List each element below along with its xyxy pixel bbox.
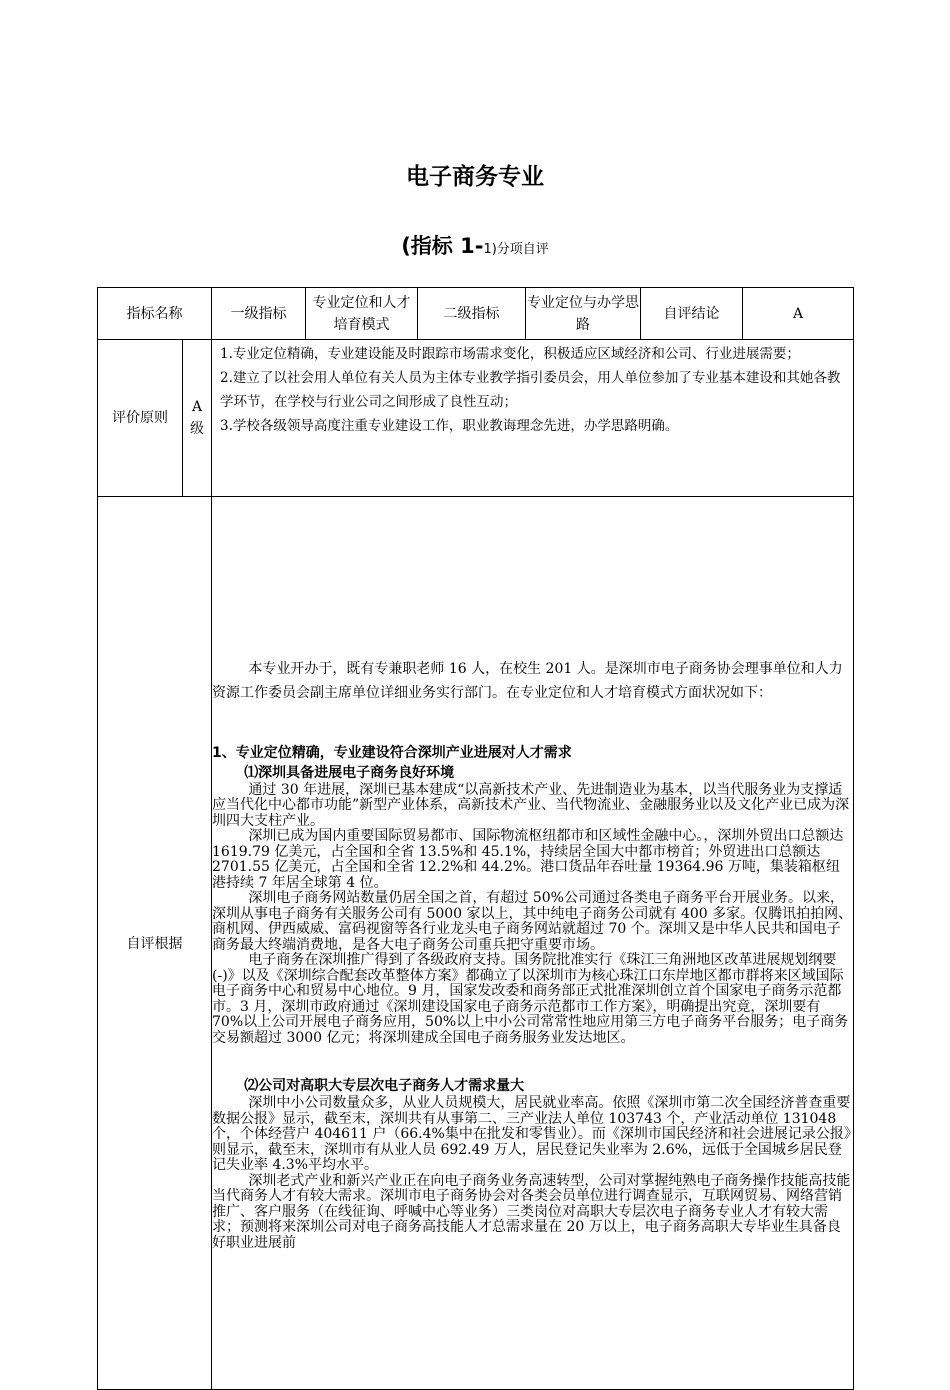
level2-label: 二级指标: [418, 288, 526, 340]
paragraph: 深圳中小公司数量众多，从业人员规模大，居民就业率高。依照《深圳市第二次全国经济普查重要数据公报》显示，截至末，深圳共有从事第二、三产业法人单位 103743 个，产业活动单位 131048 个，个体经营户 404611 户（66.4%集中在批发和零售业）。而《深圳市国民经济和社会进展记录公报》则显示，截至末，深圳市有从业人员 692.49 万人，居民登记失业率为 2.6%，远低于全国城乡居民登记失业率 4.3%平均水平。: [212, 1095, 851, 1174]
paragraph: 深圳老式产业和新兴产业正在向电子商务业务高速转型，公司对掌握纯熟电子商务操作技能高技能当代商务人才有较大需求。深圳市电子商务协会对各类会员单位进行调查显示，互联网贸易、网络营销推广、客户服务（在线征询、呼喊中心等业务）三类岗位对高职大专层次电子商务专业人才有较大需求；预测将来深圳公司对电子商务高技能人才总需求量在 20 万以上，电子商务高职大专毕业生具备良好职业进展前: [212, 1172, 851, 1251]
indicator-name-label: 指标名称: [98, 288, 212, 340]
conclusion-value: A: [743, 288, 854, 340]
paragraph: 深圳已成为国内重要国际贸易都市、国际物流枢纽都市和区域性金融中心。，深圳外贸出口总额达 1619.79 亿美元，占全国和全省 13.5%和 45.1%，持续居全国大中都市榜首；外贸进出口总额达 2701.55 亿美元，占全国和全省 12.2%和 44.2%。港口货品年吞吐量 19364.96 万吨，集装箱枢纽港持续 7 年居全球第 4 位。: [212, 828, 844, 891]
header-row: [98, 288, 854, 340]
level2-value: 专业定位与办学思路: [526, 288, 641, 340]
basis-content: [212, 497, 854, 1390]
page-subtitle: [0, 230, 950, 260]
criteria-items: [212, 340, 854, 497]
criteria-row: [98, 340, 854, 497]
criteria-label: 评价原则: [98, 340, 183, 497]
evaluation-table: [97, 287, 854, 1390]
paragraph: 电子商务在深圳推广得到了各级政府支持。国务院批准实行《珠江三角洲地区改革进展规划纲要(-)》以及《深圳综合配套改革整体方案》都确立了以深圳市为核心珠江口东岸地区都市群将来区域国际电子商务中心和贸易中心地位。9 月，国家发改委和商务部正式批准深圳创立首个国家电子商务示范都市。3 月，深圳市政府通过《深圳建设国家电子商务示范都市工作方案》，明确提出究竟，深圳要有 70%以上公司开展电子商务应用，50%以上中小公司常常性地应用第三方电子商务平台服务；电子商务交易额超过 3000 亿元；将深圳建成全国电子商务服务业发达地区。: [212, 952, 849, 1046]
paragraph: 通过 30 年进展，深圳已基本建成“以高新技术产业、先进制造业为基本，以当代服务业为支撑适应当代化中心都市功能”新型产业体系，高新技术产业、当代物流业、金融服务业以及文化产业已成为深圳四大支柱产业。: [212, 781, 850, 829]
subtitle-main: (指标 1-: [401, 234, 484, 258]
level1-value: 专业定位和人才培育模式: [306, 288, 418, 340]
subsection-heading: ⑵公司对高职大专层次电子商务人才需求量大: [244, 1078, 525, 1095]
paragraph: 深圳电子商务网站数量仍居全国之首，有超过 50%公司通过各类电子商务平台开展业务。以来，深圳从事电子商务有关服务公司有 5000 家以上，其中纯电子商务公司就有 400 多家。仅腾讯拍拍网、商机网、伊西威威、富码视窗等各行业龙头电子商务网站就超过 70 个。深圳又是中华人民共和国电子商务最大终端消费地，是各大电子商务公司重兵把守重要市场。: [212, 890, 853, 953]
level1-label: 一级指标: [212, 288, 306, 340]
section-heading: 1、专业定位精确，专业建设符合深圳产业进展对人才需求: [212, 744, 572, 761]
subsection-heading: ⑴深圳具备进展电子商务良好环境: [244, 764, 455, 781]
intro-paragraph: 本专业开办于，既有专兼职老师 16 人，在校生 201 人。是深圳市电子商务协会理事单位和人力资源工作委员会副主席单位详细业务实行部门。在专业定位和人才培育模式方面状况如下：: [212, 660, 843, 701]
grade-cell: A 级: [183, 340, 212, 497]
basis-row: [98, 497, 854, 1390]
criteria-item: 1.专业定位精确，专业建设能及时跟踪市场需求变化，积极适应区域经济和公司、行业进展需要；: [220, 346, 800, 362]
criteria-item: 2.建立了以社会用人单位有关人员为主体专业教学指引委员会，用人单位参加了专业基本建设和其她各教学环节，在学校与行业公司之间形成了良性互动；: [220, 370, 841, 410]
basis-label: 自评根据: [98, 497, 212, 1390]
subtitle-small: 1)分项自评: [483, 242, 549, 257]
criteria-item: 3.学校各级领导高度注重专业建设工作，职业教诲理念先进，办学思路明确。: [220, 418, 679, 434]
conclusion-label: 自评结论: [641, 288, 743, 340]
page-title: 电子商务专业: [406, 164, 544, 190]
